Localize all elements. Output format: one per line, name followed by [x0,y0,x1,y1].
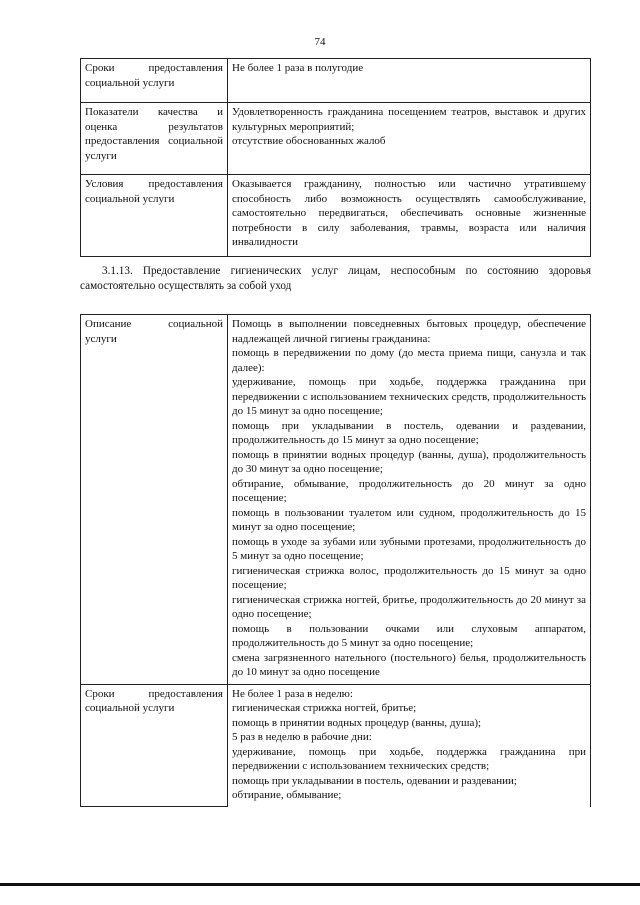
value-line: Удовлетворенность гражданина посещением театров, выставок и других культурных мероприятий; [232,106,586,133]
value-line: помощь в уходе за зубами или зубными протезами, продолжительность до 5 минут за одно посещение; [232,535,586,562]
service-terms-table [80,58,591,257]
table-row [81,103,591,175]
value-line: помощь при укладывании в постель, одевании и раздевании; [232,774,517,787]
value-line: смена загрязненного нательного (постельного) белья, продолжительность до 10 минут за одно посещение [232,651,586,678]
value-line: обтирание, обмывание, продолжительность до 20 минут за одно посещение; [232,477,586,504]
value-line: помощь в пользовании очками или слуховым аппаратом, продолжительность до 5 минут за одно посещение; [232,622,586,649]
row-value [228,103,591,175]
page-number: 74 [314,36,326,48]
value-line: Оказывается гражданину, полностью или частично утратившему способность либо возможность осуществлять самообслуживание, самостоятельно передвигаться, обеспечивать основные жизненные потребности в силу заболевания, травмы, возраста или наличия инвалидности [232,178,586,248]
row-value [228,315,591,685]
table-row [81,175,591,257]
value-line: удерживание, помощь при ходьбе, поддержка гражданина при передвижении с использованием технических средств, продолжительность до 15 минут за одно посещение; [232,376,586,417]
value-line: 5 раз в неделю в рабочие дни: [232,731,372,743]
section-heading-text: 3.1.13. Предоставление гигиенических услуг лицам, неспособным по состоянию здоровья самостоятельно осуществлять за собой уход [80,265,591,292]
value-line: отсутствие обоснованных жалоб [232,135,386,147]
section-heading [80,264,591,294]
row-label: Показатели качества и оценка результатов предоставления социальной услуги [81,103,228,175]
value-line: помощь в принятии водных процедур (ванны, душа), продолжительность до 30 минут за одно посещение; [232,448,586,475]
row-label: Условия предоставления социальной услуги [81,175,228,257]
table-row [81,684,591,807]
value-line: помощь в передвижении по дому (до места приема пищи, санузла и так далее): [232,347,586,374]
value-line: помощь в принятии водных процедур (ванны, душа); [232,716,482,729]
value-line: Помощь в выполнении повседневных бытовых процедур, обеспечение надлежащей личной гигиены гражданина: [232,318,586,345]
value-line: обтирание, обмывание; [232,789,342,801]
value-line: гигиеническая стрижка волос, продолжительность до 15 минут за одно посещение; [232,564,586,591]
value-line: помощь в пользовании туалетом или судном, продолжительность до 15 минут за одно посещение; [232,506,586,533]
bottom-rule [0,883,640,886]
value-line: помощь при укладывании в постель, одевании и раздевании, продолжительность до 15 минут за одно посещение; [232,419,586,446]
value-line: гигиеническая стрижка ногтей, бритье; [232,702,417,714]
row-value [228,684,591,807]
hygiene-services-table [80,314,591,807]
table-row [81,59,591,103]
value-line: Не более 1 раза в неделю: [232,687,353,700]
value-line: удерживание, помощь при ходьбе, поддержка гражданина при передвижении с использованием технических средств; [232,745,586,772]
row-value [228,59,591,103]
table-row [81,315,591,685]
row-value [228,175,591,257]
row-label: Сроки предоставления социальной услуги [81,59,228,103]
row-label: Сроки предоставления социальной услуги [81,684,228,807]
value-line: Не более 1 раза в полугодие [232,62,364,74]
value-line: гигиеническая стрижка ногтей, бритье, продолжительность до 20 минут за одно посещение; [232,593,586,620]
row-label: Описание социальной услуги [81,315,228,685]
